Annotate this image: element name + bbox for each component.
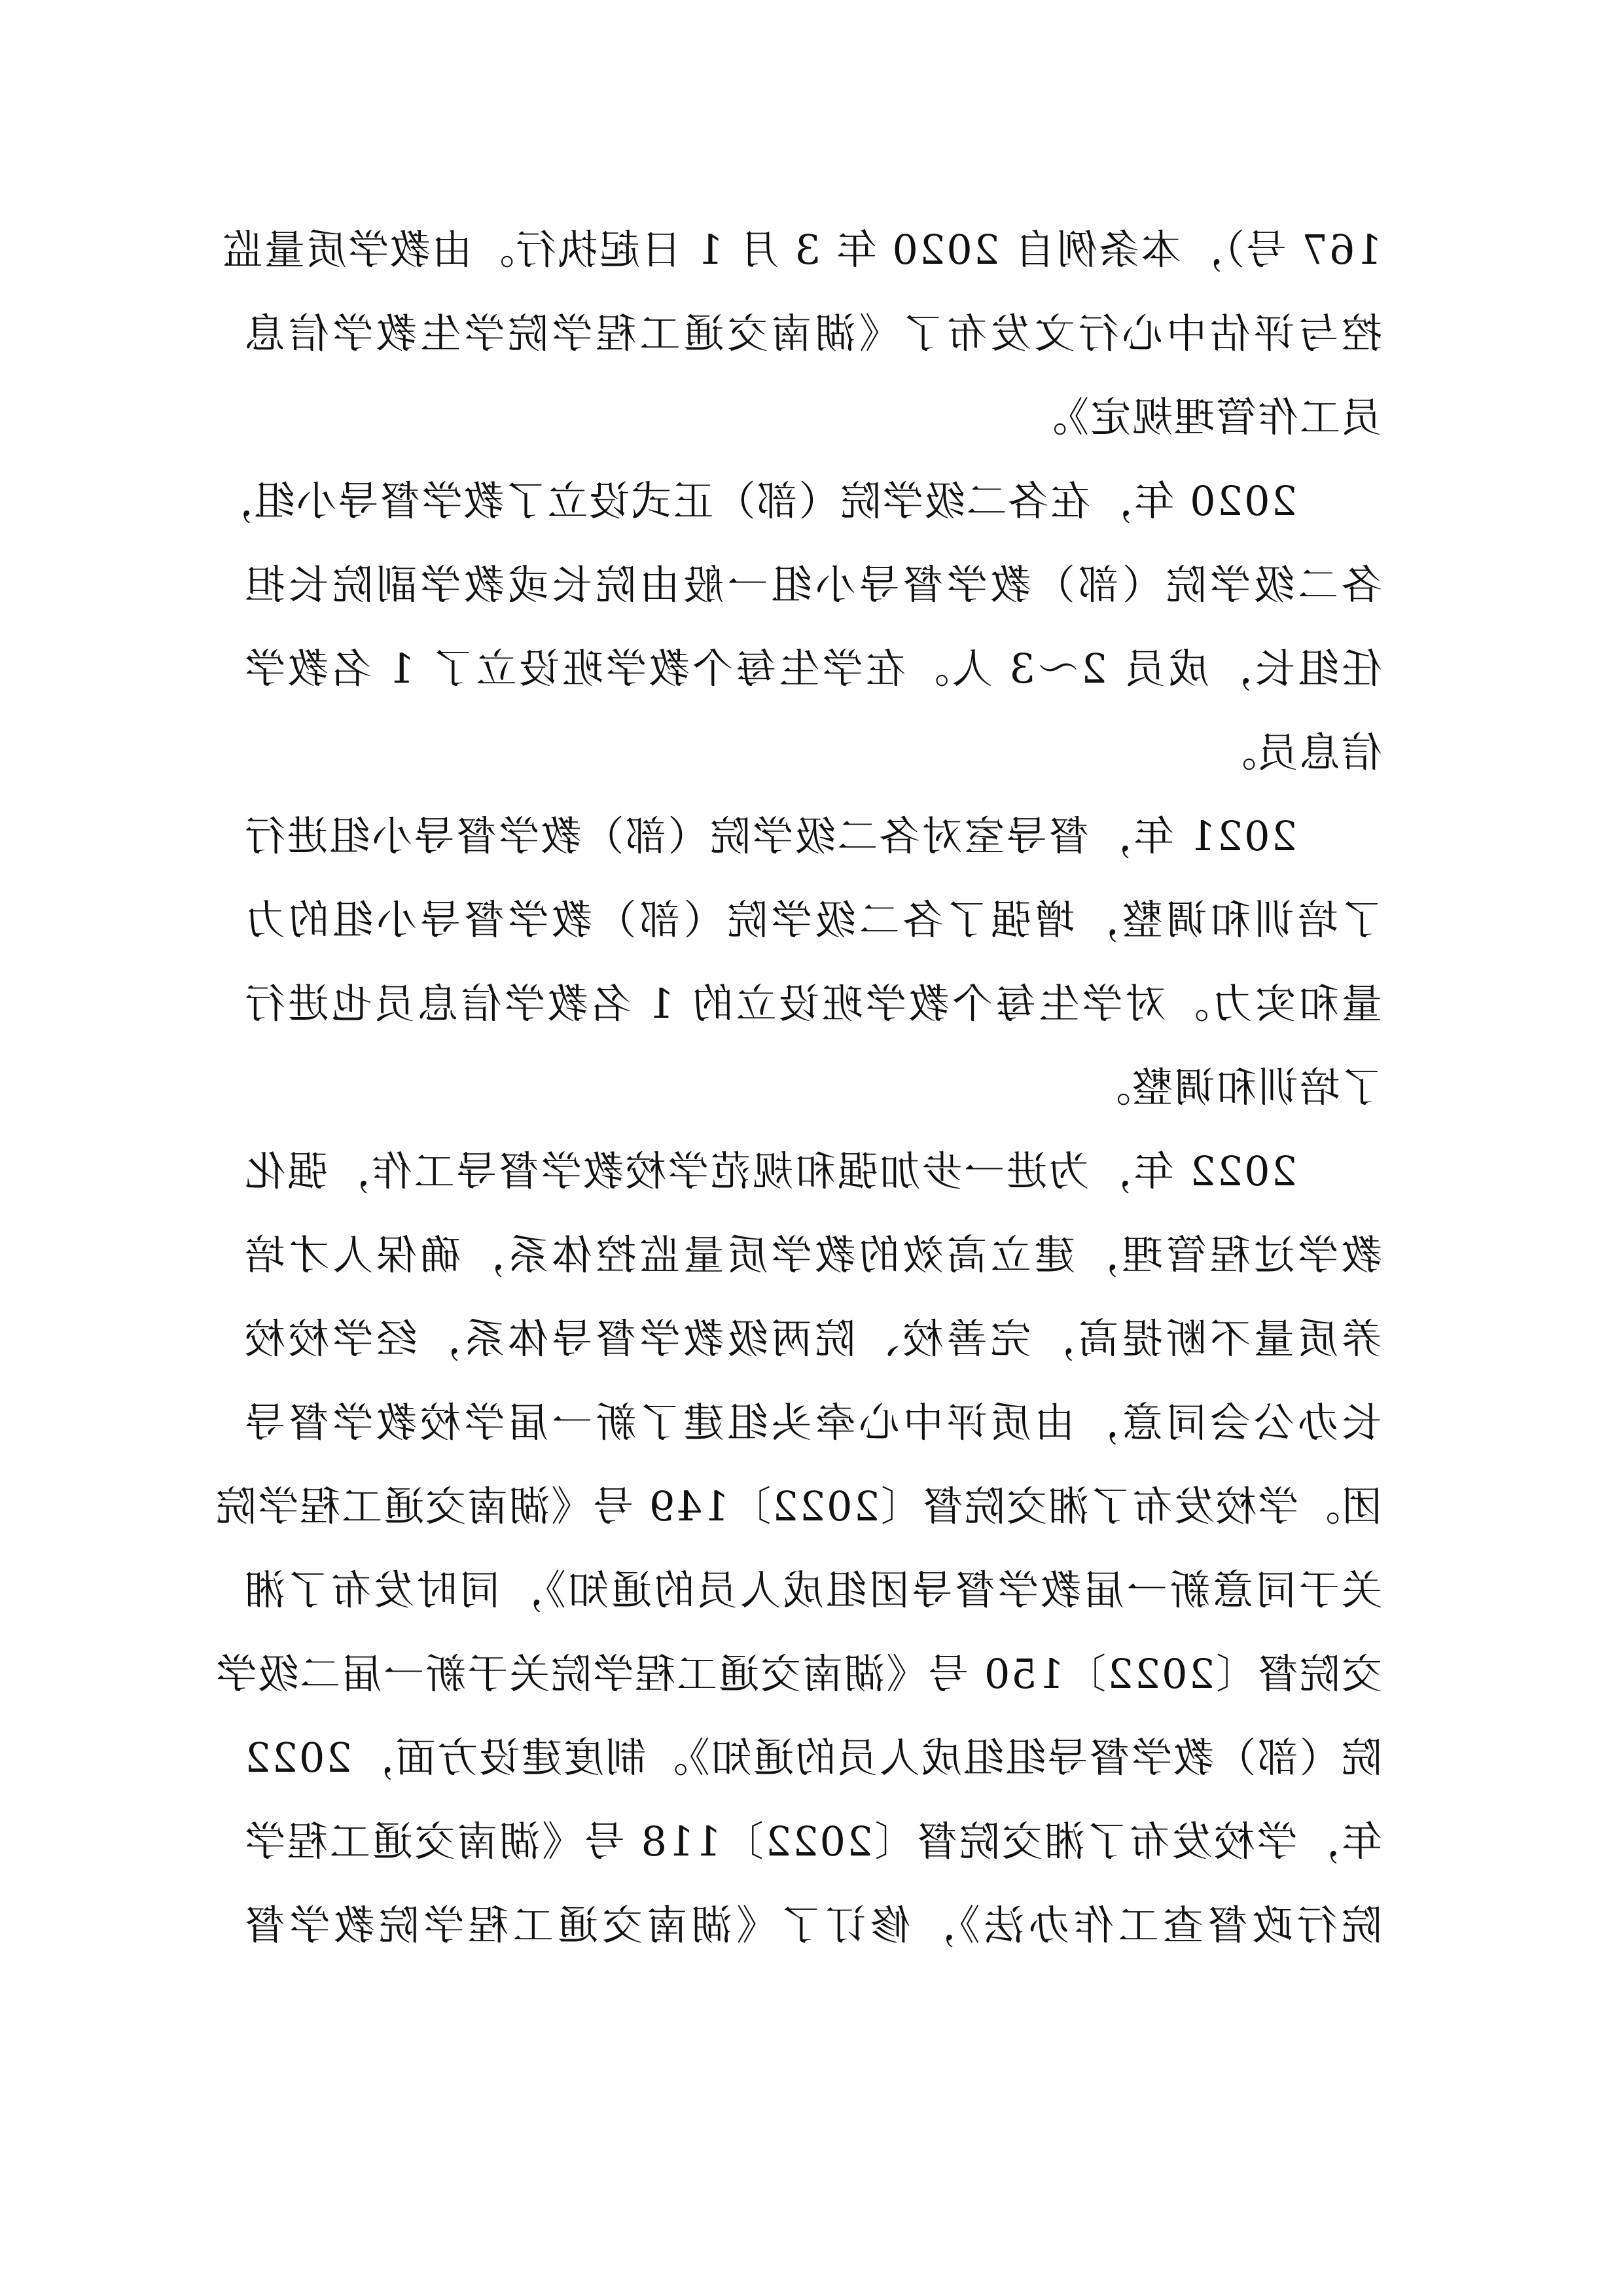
text-line: 年，学校发布了湘交院督〔2022〕118 号《湖南交通工程学 bbox=[243, 1818, 1382, 1865]
text-line: 团。学校发布了湘交院督〔2022〕149 号《湖南交通工程学院 bbox=[215, 1482, 1382, 1530]
text-line: 关于同意新一届教学督导团组成人员的通知》，同时发布了湘 bbox=[243, 1566, 1382, 1614]
text-line: 控与评估中心行文发布了《湖南交通工程学院学生教学信息 bbox=[243, 310, 1382, 357]
text-line: 养质量不断提高，完善校、院两级教学督导体系，经学校校 bbox=[243, 1315, 1382, 1363]
text-line: 交院督〔2022〕150 号《湖南交通工程学院关于新一届二级学 bbox=[215, 1650, 1382, 1698]
text-line: 了培训和调整，增强了各二级学院（部）教学督导小组的力 bbox=[243, 896, 1382, 944]
text-line: 2021 年，督导室对各二级学院（部）教学督导小组进行 bbox=[243, 812, 1297, 860]
text-line: 信息员。 bbox=[1214, 728, 1382, 776]
text-line: 2022 年，为进一步加强和规范学校教学督导工作，强化 bbox=[243, 1147, 1297, 1195]
text-line: 各二级学院（部）教学督导小组一般由院长或教学副院长担 bbox=[243, 561, 1382, 609]
text-line: 2020 年，在各二级学院（部）正式设立了教学督导小组， bbox=[211, 477, 1297, 525]
text-line: 院行政督查工作办法》，修订了《湖南交通工程学院教学督 bbox=[243, 1901, 1382, 1949]
text-line: 任组长，成员 2～3 人。在学生每个教学班设立了 1 名教学 bbox=[243, 645, 1382, 692]
mirrored-text-body bbox=[211, 208, 1382, 1967]
text-line: 了培训和调整。 bbox=[1088, 1064, 1382, 1111]
text-line: 167 号），本条例自 2020 年 3 月 1 日起执行。由教学质量监 bbox=[221, 226, 1382, 274]
text-line: 院（部）教学督导组组成人员的通知》。制度建设方面，2022 bbox=[243, 1734, 1382, 1782]
text-line: 量和实力。对学生每个教学班设立的 1 名教学信息员也进行 bbox=[243, 980, 1382, 1028]
text-line: 教学过程管理，建立高效的教学质量监控体系，确保人才培 bbox=[243, 1231, 1382, 1279]
text-line: 长办公会同意，由质评中心牵头组建了新一届学校教学督导 bbox=[243, 1399, 1382, 1446]
text-line: 员工作管理规定》。 bbox=[1025, 393, 1382, 441]
